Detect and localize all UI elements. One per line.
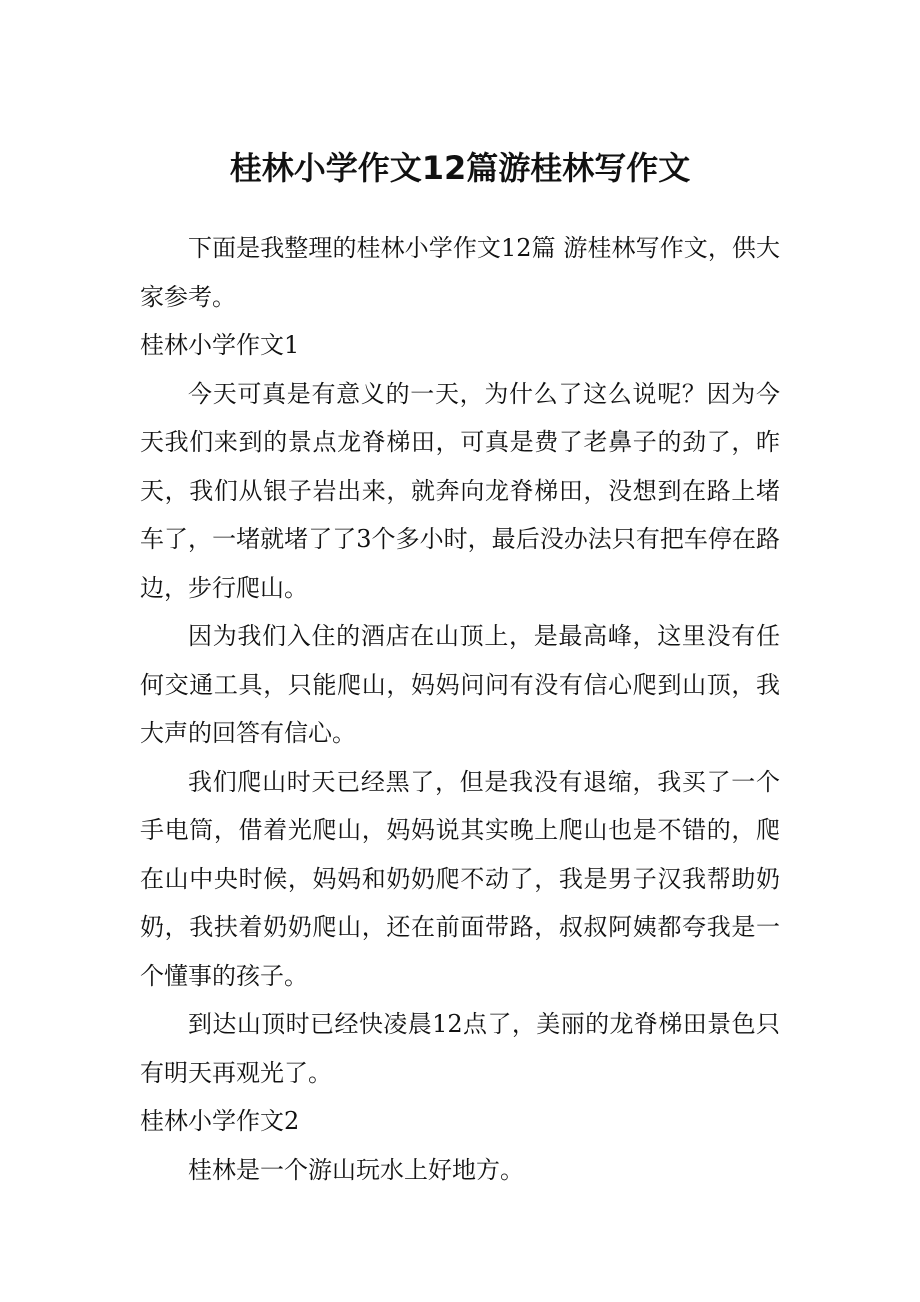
intro-paragraph: 下面是我整理的桂林小学作文12篇 游桂林写作文，供大家参考。 [140,234,780,311]
section-heading-1: 桂林小学作文1 [140,331,300,359]
paragraph: 因为我们入住的酒店在山顶上，是最高峰，这里没有任何交通工具，只能爬山，妈妈问问有没有信心爬到山顶，我大声的回答有信心。 [140,622,780,747]
paragraph: 到达山顶时已经快凌晨12点了，美丽的龙脊梯田景色只有明天再观光了。 [140,1010,780,1087]
section-heading-2: 桂林小学作文2 [140,1107,300,1135]
paragraph: 我们爬山时天已经黑了，但是我没有退缩，我买了一个手电筒，借着光爬山，妈妈说其实晚上爬山也是不错的，爬在山中央时候，妈妈和奶奶爬不动了，我是男子汉我帮助奶奶，我扶着奶奶爬山，还在前面带路，叔叔阿姨都夸我是一个懂事的孩子。 [140,767,780,990]
document-body [140,224,780,1194]
paragraph: 桂林是一个游山玩水上好地方。 [188,1155,524,1184]
document-title: 桂林小学作文12篇游桂林写作文 [229,149,691,187]
paragraph: 今天可真是有意义的一天，为什么了这么说呢？因为今天我们来到的景点龙脊梯田，可真是费了老鼻子的劲了，昨天，我们从银子岩出来，就奔向龙脊梯田，没想到在路上堵车了，一堵就堵了了3个多小时，最后没办法只有把车停在路边，步行爬山。 [140,379,780,602]
